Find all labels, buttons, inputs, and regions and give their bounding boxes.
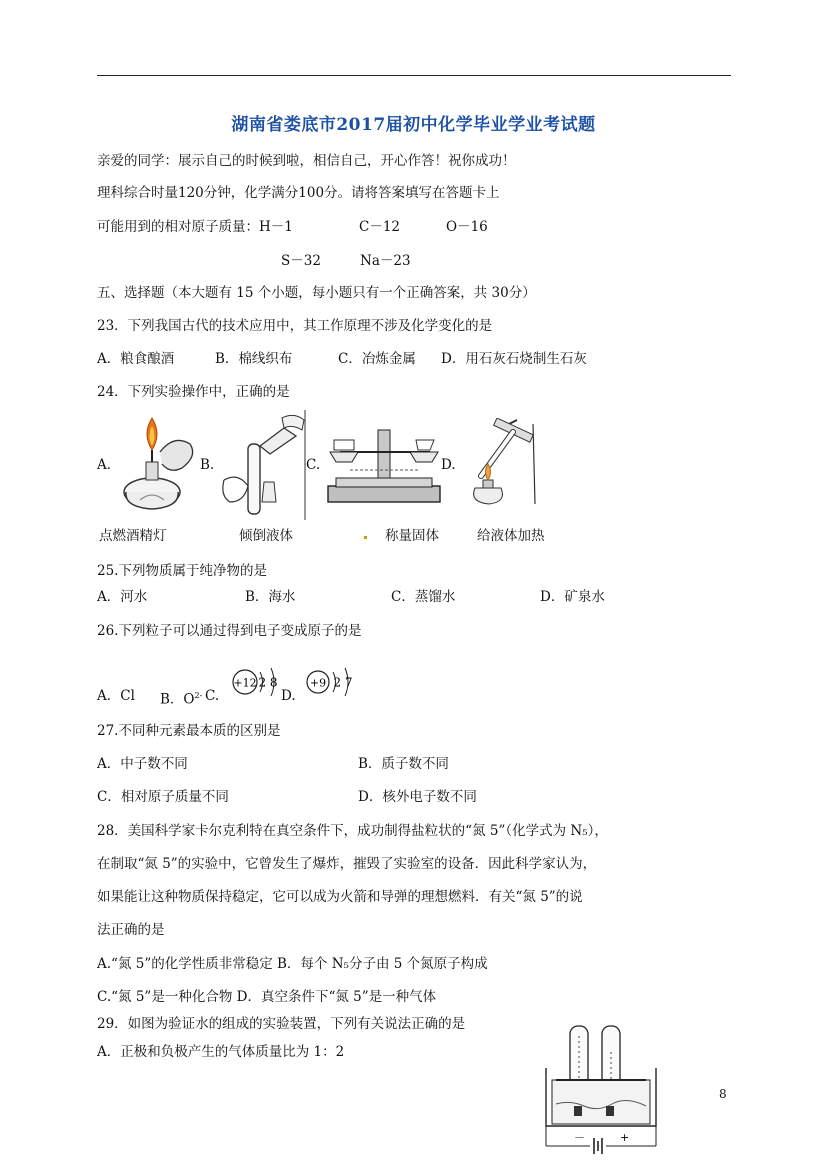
atomic-mass-c: C－12 bbox=[359, 219, 401, 235]
atomic-mass-na: Na－23 bbox=[360, 253, 411, 269]
q28-line-2: 在制取“氮 5”的实验中，它曾发生了爆炸，摧毁了实验室的设备．因此科学家认为， bbox=[97, 856, 597, 872]
d-electron-shells: 2 7 bbox=[333, 675, 353, 690]
q29-option-a: A．正极和负极产生的气体质量比为 1：2 bbox=[97, 1044, 345, 1060]
greeting-text: 亲爱的同学：展示自己的时候到啦，相信自己，开心作答！祝你成功！ bbox=[97, 153, 516, 169]
section-heading: 五、选择题（本大题有 15 个小题，每小题只有一个正确答案，共 30分） bbox=[97, 285, 536, 301]
q27-option-d: D．核外电子数不同 bbox=[358, 789, 477, 805]
q28-line-3: 如果能让这种物质保持稳定，它可以成为火箭和导弹的理想燃料．有关“氮 5”的说 bbox=[97, 889, 583, 905]
q27-option-a: A．中子数不同 bbox=[97, 756, 188, 772]
plus-terminal-label: + bbox=[620, 1131, 630, 1144]
q24-caption-c: 称量固体 bbox=[385, 528, 439, 544]
q28-options-ab: A.“氮 5”的化学性质非常稳定 B．每个 N₅分子由 5 个氮原子构成 bbox=[97, 956, 488, 972]
atomic-mass-s: S－32 bbox=[281, 253, 321, 269]
q26-option-b-symbol: B．O bbox=[160, 691, 195, 708]
q25-option-a: A．河水 bbox=[97, 589, 148, 605]
minus-terminal-label: － bbox=[574, 1131, 585, 1144]
magnesium-structure-diagram bbox=[228, 658, 288, 702]
q25-option-b: B．海水 bbox=[245, 589, 296, 605]
pour-liquid-figure bbox=[214, 410, 306, 520]
q26-stem: 26.下列粒子可以通过得到电子变成原子的是 bbox=[97, 623, 362, 639]
q26-option-c: C. bbox=[205, 688, 220, 704]
q24-caption-a: 点燃酒精灯 bbox=[99, 528, 167, 544]
q24-option-a-letter: A． bbox=[97, 457, 121, 473]
q28-line-4: 法正确的是 bbox=[97, 922, 165, 938]
atomic-mass-label: 可能用到的相对原子质量：H－1 bbox=[97, 219, 293, 235]
q27-option-c: C．相对原子质量不同 bbox=[97, 789, 229, 805]
q26-option-a: A．Cl bbox=[97, 688, 135, 704]
fluorine-structure-diagram bbox=[302, 658, 362, 702]
q27-option-b: B．质子数不同 bbox=[358, 756, 449, 772]
heat-liquid-figure bbox=[455, 418, 545, 510]
time-info-text: 理科综合时量120分钟，化学满分100分。请将答案填写在答题卡上 bbox=[97, 185, 500, 201]
stray-dot bbox=[364, 536, 367, 539]
q25-option-d: D．矿泉水 bbox=[540, 589, 605, 605]
exam-title: 湖南省娄底市2017届初中化学毕业学业考试题 bbox=[231, 115, 596, 135]
q29-stem: 29．如图为验证水的组成的实验装置，下列有关说法正确的是 bbox=[97, 1016, 466, 1032]
q24-stem: 24．下列实验操作中，正确的是 bbox=[97, 384, 290, 400]
q24-option-c-letter: C. bbox=[306, 457, 321, 473]
d-nucleus-charge: +9 bbox=[309, 676, 327, 690]
c-electron-shells: 2 8 bbox=[258, 675, 278, 690]
q26-option-b bbox=[160, 688, 202, 708]
q25-option-c: C．蒸馏水 bbox=[391, 589, 456, 605]
page-number: 8 bbox=[719, 1087, 727, 1101]
water-electrolysis-apparatus bbox=[540, 1022, 662, 1164]
balance-figure bbox=[320, 420, 445, 508]
q24-option-d-letter: D. bbox=[441, 457, 456, 473]
alcohol-lamp-figure bbox=[112, 412, 202, 512]
q28-options-cd: C.“氮 5”是一种化合物 D．真空条件下“氮 5”是一种气体 bbox=[97, 989, 437, 1005]
q28-line-1: 28．美国科学家卡尔克利特在真空条件下，成功制得盐粒状的“氮 5”（化学式为 N₅）， bbox=[97, 823, 608, 839]
q24-option-b-letter: B. bbox=[200, 457, 215, 473]
q26-option-d: D. bbox=[281, 688, 296, 704]
header-rule bbox=[97, 75, 731, 76]
q24-caption-b: 倾倒液体 bbox=[239, 528, 293, 544]
q24-caption-d: 给液体加热 bbox=[477, 528, 545, 544]
q23-option-d: D．用石灰石烧制生石灰 bbox=[441, 351, 587, 367]
c-nucleus-charge: +12 bbox=[233, 676, 257, 690]
q26-option-b-charge: 2- bbox=[194, 691, 203, 700]
q23-stem: 23．下列我国古代的技术应用中，其工作原理不涉及化学变化的是 bbox=[97, 318, 493, 334]
q27-stem: 27.不同种元素最本质的区别是 bbox=[97, 723, 281, 739]
q23-option-b: B．棉线织布 bbox=[215, 351, 293, 367]
q25-stem: 25.下列物质属于纯净物的是 bbox=[97, 563, 267, 579]
q23-option-c: C．冶炼金属 bbox=[338, 351, 416, 367]
q23-option-a: A．粮食酿酒 bbox=[97, 351, 175, 367]
atomic-mass-o: O－16 bbox=[446, 219, 488, 235]
